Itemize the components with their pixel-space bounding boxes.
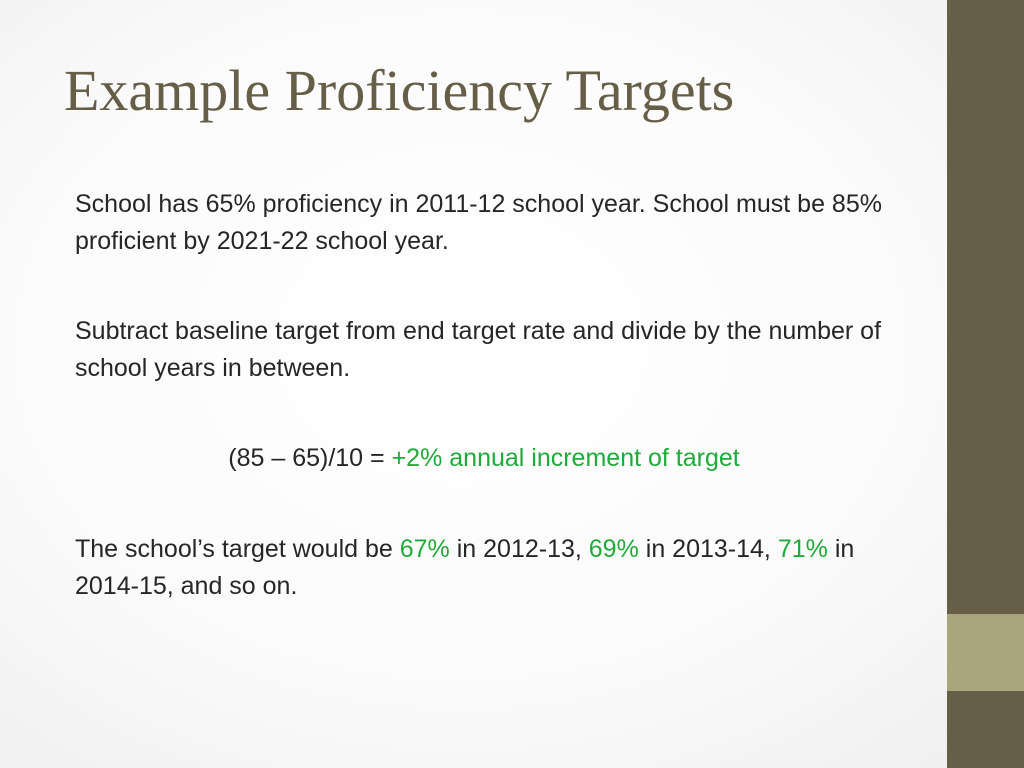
formula-line [75,440,893,477]
targets-paragraph [75,531,905,605]
target-value-2013-14: 69% [588,535,639,563]
method-paragraph: Subtract baseline target from end target rate and divide by the number of school years in between. [75,317,882,382]
targets-text-2: in 2012-13, [449,535,589,563]
targets-text-1: The school’s target would be [75,535,400,563]
targets-text-4: in 2014-15, and so on. [75,535,855,600]
target-value-2012-13: 67% [399,535,450,563]
targets-text-3: in 2013-14, [638,535,778,563]
formula-expression: (85 – 65)/10 = [228,444,392,472]
right-sidebar-accent-block [947,614,1024,691]
baseline-paragraph: School has 65% proficiency in 2011-12 school year. School must be 85% proficient by 2021-22 school year. [75,190,882,255]
target-value-2014-15: 71% [777,535,828,563]
slide-title: Example Proficiency Targets [64,58,735,123]
formula-result: +2% annual increment of target [391,444,740,472]
